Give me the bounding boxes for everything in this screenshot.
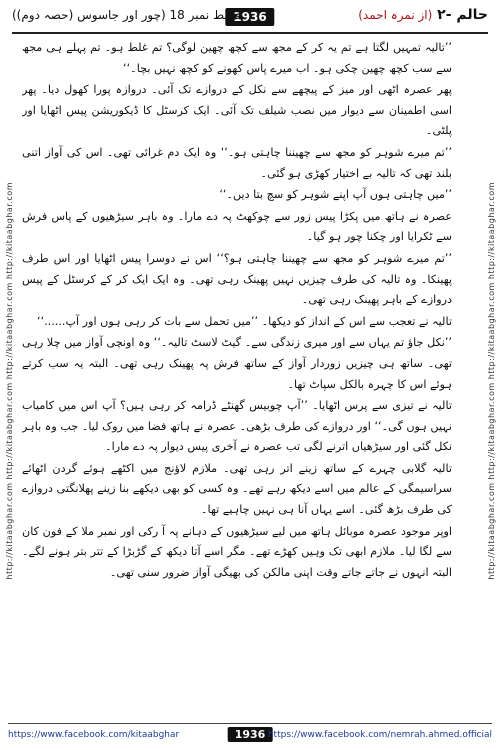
paragraph-1: ’’تالیہ تمہیں لگتا ہے تم یہ کر کے مجھ سے کچھ چھین لوگی؟ تم غلط ہو۔ تم پہلے ہی مجھ سے سب کچھ چھین چکی ہو۔ اب میرے پاس کھونے کو کچھ نہیں بچا۔‘‘ bbox=[22, 41, 452, 75]
paragraph-2: پھر عصرہ اٹھی اور میز کے پیچھے سے نکل کے دروازے تک آئی۔ دروازہ پورا کھول دیا۔ پھر اسی اطمینان سے دیوار میں نصب شیلف تک آئی۔ ایک کرسٹل کا ڈیکوریشن پیس اٹھایا اور پلٹی۔ bbox=[22, 83, 452, 138]
facebook-link-kitaabghar[interactable]: https://www.facebook.com/kitaabghar bbox=[8, 730, 180, 740]
paragraph-6: ’’تم میرے شوہر کو مجھ سے چھیننا چاہتی ہو؟‘‘ اس نے دوسرا پیس اٹھایا اور اس طرف پھینکا۔ وہ تالیہ کی طرف چیزیں نہیں پھینک رہی تھی۔ وہ ایک ایک کر کے کرسٹل کے پیس دروازے کے باہر پھینک رہی تھی۔ bbox=[22, 251, 452, 307]
paragraph-5: عصرہ نے ہاتھ میں پکڑا پیس زور سے چوکھٹ پہ دے مارا۔ وہ باہر سیڑھیوں کے پاس فرش سے ٹکرایا اور چکنا چور ہو گیا۔ bbox=[22, 209, 452, 244]
title-text: حالم -۲ bbox=[437, 7, 488, 23]
page-header bbox=[12, 6, 488, 34]
header-page-number: 1936 bbox=[225, 8, 274, 26]
footer-page-number: 1936 bbox=[228, 727, 273, 742]
paragraph-11: اوپر موجود عصرہ موبائل ہاتھ میں لیے سیڑھیوں کے دہانے پہ آ رکی اور نمبر ملا کے فون کان سے لگا لیا۔ ملازم ابھی تک وہیں کھڑے تھے۔ مگر اسے آتا دیکھ کے گڑبڑا کے تتر بتر ہونے لگے۔ البتہ انہوں نے جاتے جاتے وقت اپنی مالکن کی بھیگی آواز ضرور سنی تھی۔ bbox=[22, 524, 452, 579]
paragraph-4: ’’میں چاہتی ہوں آپ اپنے شوہر کو سچ بتا دیں۔‘‘ bbox=[219, 188, 452, 202]
episode-label: قسط نمبر 18 (چور اور جاسوس (حصہ دوم)) bbox=[12, 8, 241, 22]
novel-title bbox=[358, 7, 488, 23]
paragraph-9: تالیہ نے تیزی سے پرس اٹھایا۔ ’’آپ چوبیس گھنٹے ڈرامہ کر رہی ہیں؟ آپ اس میں کامیاب نہیں ہوں گی۔‘‘ اور دروازے کی طرف بڑھی۔ عصرہ نے ہاتھ فضا میں روک لیا۔ جب وہ باہر نکل گئی اور سیڑھیاں اترنے لگی تب عصرہ نے آخری پیس دیوار پہ دے مارا۔ bbox=[22, 399, 452, 454]
paragraph-8: ’’نکل جاؤ تم یہاں سے اور میری زندگی سے۔ گیٹ لاسٹ تالیہ۔‘‘ وہ اونچی آواز میں چلا رہی تھی۔ ساتھ ہی چیزیں زوردار آواز کے ساتھ فرش پہ پھینک رہی تھی۔ البتہ یہ سب کرتے ہوئے اس کا چہرہ بالکل سپاٹ تھا۔ bbox=[22, 336, 452, 391]
left-margin-url bbox=[2, 40, 16, 722]
paragraph-7: تالیہ نے تعجب سے اس کے انداز کو دیکھا۔ ’’میں تحمل سے بات کر رہی ہوں اور آپ......‘‘ bbox=[37, 314, 452, 328]
paragraph-10: تالیہ گلابی چہرے کے ساتھ زینے اتر رہی تھی۔ ملازم لاؤنج میں اکٹھے ہوئے گردن اٹھائے سراسیمگی کے عالم میں اسے دیکھ رہے تھے۔ وہ کسی کو بھی دیکھے بنا زینے پھلانگتی دروازے کی طرف بڑھ گئی۔ اسے یہاں آنا ہی نہیں چاہیے تھا۔ bbox=[22, 461, 452, 517]
page-footer bbox=[8, 723, 492, 746]
paragraph-3: ’’تم میرے شوہر کو مجھ سے چھیننا چاہتی ہو۔‘‘ وہ ایک دم غرائی تھی۔ اس کی آواز اتنی بلند تھی کہ تالیہ بے اختیار کھڑی ہو گئی۔ bbox=[22, 145, 452, 180]
left-url-text: http://kitaabghar.com http://kitaabghar.com http://kitaabghar.com http://kitaabghar.com bbox=[4, 182, 14, 580]
facebook-link-nemrah[interactable]: https://www.facebook.com/nemrah.ahmed.official bbox=[267, 730, 492, 740]
right-url-text: http://kitaabghar.com http://kitaabghar.com http://kitaabghar.com http://kitaabghar.com bbox=[486, 182, 496, 580]
author-name: (از نمرہ احمد) bbox=[358, 8, 433, 22]
story-body bbox=[22, 38, 478, 716]
right-margin-url bbox=[484, 40, 498, 722]
